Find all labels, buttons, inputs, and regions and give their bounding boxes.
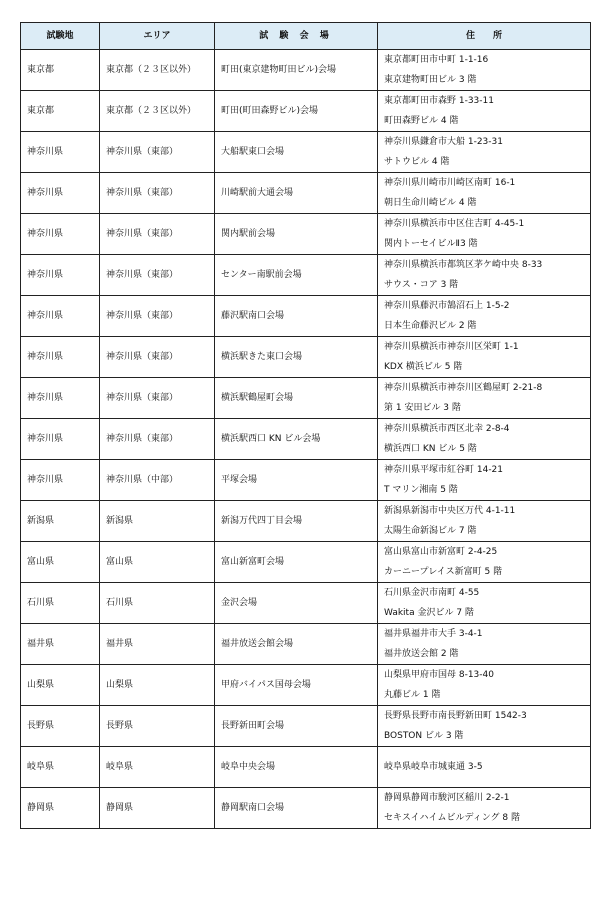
table-row — [21, 706, 591, 747]
address-line-1: 東京都町田市中町 1-1-16 — [384, 55, 489, 65]
address-line-1: 神奈川県横浜市都筑区茅ケ崎中央 8-33 — [384, 260, 543, 270]
cell-address — [378, 132, 591, 173]
cell-venue: 甲府バイパス国母会場 — [215, 665, 378, 706]
address-line-2: 朝日生命川崎ビル 4 階 — [384, 198, 477, 208]
venue-table — [20, 22, 591, 829]
cell-address — [378, 91, 591, 132]
address-line-1: 神奈川県横浜市中区住吉町 4-45-1 — [384, 219, 525, 229]
table-row — [21, 214, 591, 255]
cell-area: 神奈川県（東部） — [100, 378, 215, 419]
cell-address — [378, 50, 591, 91]
cell-address — [378, 296, 591, 337]
cell-area: 神奈川県（東部） — [100, 337, 215, 378]
cell-venue: 町田(町田森野ビル)会場 — [215, 91, 378, 132]
address-line-2: 日本生命藤沢ビル 2 階 — [384, 321, 477, 331]
cell-prefecture: 東京都 — [21, 50, 100, 91]
address-line-2: T マリン湘南 5 階 — [384, 485, 458, 495]
cell-prefecture: 岐阜県 — [21, 747, 100, 788]
cell-area: 東京都（２３区以外） — [100, 50, 215, 91]
table-body — [21, 50, 591, 829]
cell-address — [378, 747, 591, 788]
address-line-1: 神奈川県鎌倉市大船 1-23-31 — [384, 137, 503, 147]
cell-address — [378, 214, 591, 255]
header-venue: 試 験 会 場 — [215, 23, 378, 50]
cell-venue: 大船駅東口会場 — [215, 132, 378, 173]
cell-address — [378, 419, 591, 460]
cell-address — [378, 788, 591, 829]
cell-prefecture: 神奈川県 — [21, 173, 100, 214]
table-header — [21, 23, 591, 50]
cell-venue: 岐阜中央会場 — [215, 747, 378, 788]
cell-area: 福井県 — [100, 624, 215, 665]
table-row — [21, 747, 591, 788]
cell-area: 富山県 — [100, 542, 215, 583]
cell-prefecture: 神奈川県 — [21, 214, 100, 255]
cell-address — [378, 624, 591, 665]
cell-area: 石川県 — [100, 583, 215, 624]
cell-prefecture: 富山県 — [21, 542, 100, 583]
cell-prefecture: 山梨県 — [21, 665, 100, 706]
address-line-2: セキスイハイムビルディング 8 階 — [384, 813, 521, 823]
cell-address — [378, 337, 591, 378]
cell-venue: 横浜駅西口 KN ビル会場 — [215, 419, 378, 460]
table-row — [21, 50, 591, 91]
cell-area: 神奈川県（東部） — [100, 296, 215, 337]
address-line-1: 神奈川県川崎市川崎区南町 16-1 — [384, 178, 516, 188]
table-row — [21, 255, 591, 296]
address-line-2: 太陽生命新潟ビル 7 階 — [384, 526, 477, 536]
cell-prefecture: 石川県 — [21, 583, 100, 624]
address-line-2: 関内トーセイビルⅡ3 階 — [384, 239, 478, 249]
table-row — [21, 583, 591, 624]
cell-prefecture: 東京都 — [21, 91, 100, 132]
table-row — [21, 419, 591, 460]
header-area: エリア — [100, 23, 215, 50]
cell-prefecture: 神奈川県 — [21, 255, 100, 296]
address-line-2: サトウビル 4 階 — [384, 157, 450, 167]
cell-prefecture: 静岡県 — [21, 788, 100, 829]
address-line-2: 横浜西口 KN ビル 5 階 — [384, 444, 477, 454]
cell-prefecture: 神奈川県 — [21, 132, 100, 173]
table-row — [21, 501, 591, 542]
cell-venue: 新潟万代四丁目会場 — [215, 501, 378, 542]
address-line-2: 東京建物町田ビル 3 階 — [384, 75, 477, 85]
address-line-2: 福井放送会館 2 階 — [384, 649, 459, 659]
header-address: 住 所 — [378, 23, 591, 50]
address-line-1: 石川県金沢市南町 4-55 — [384, 588, 480, 598]
cell-address — [378, 583, 591, 624]
cell-prefecture: 長野県 — [21, 706, 100, 747]
cell-prefecture: 新潟県 — [21, 501, 100, 542]
cell-venue: 平塚会場 — [215, 460, 378, 501]
table-row — [21, 91, 591, 132]
cell-area: 神奈川県（東部） — [100, 419, 215, 460]
cell-venue: 藤沢駅南口会場 — [215, 296, 378, 337]
cell-area: 山梨県 — [100, 665, 215, 706]
address-line-1: 新潟県新潟市中央区万代 4-1-11 — [384, 506, 516, 516]
table-row — [21, 788, 591, 829]
cell-address — [378, 665, 591, 706]
address-line-2: KDX 横浜ビル 5 階 — [384, 362, 463, 372]
cell-area: 岐阜県 — [100, 747, 215, 788]
cell-prefecture: 神奈川県 — [21, 378, 100, 419]
address-line-1: 長野県長野市南長野新田町 1542-3 — [384, 711, 527, 721]
cell-prefecture: 神奈川県 — [21, 337, 100, 378]
cell-venue: センター南駅前会場 — [215, 255, 378, 296]
cell-prefecture: 福井県 — [21, 624, 100, 665]
cell-address — [378, 501, 591, 542]
cell-address — [378, 542, 591, 583]
cell-venue: 関内駅前会場 — [215, 214, 378, 255]
address-line-1: 神奈川県横浜市神奈川区栄町 1-1 — [384, 342, 519, 352]
table-row — [21, 624, 591, 665]
cell-address — [378, 255, 591, 296]
cell-venue: 福井放送会館会場 — [215, 624, 378, 665]
address-line-2: BOSTON ビル 3 階 — [384, 731, 464, 741]
address-line-1: 富山県富山市新富町 2-4-25 — [384, 547, 498, 557]
table-row — [21, 460, 591, 501]
cell-address — [378, 460, 591, 501]
table-row — [21, 296, 591, 337]
cell-venue: 横浜駅鶴屋町会場 — [215, 378, 378, 419]
cell-area: 神奈川県（東部） — [100, 255, 215, 296]
address-line-2: Wakita 金沢ビル 7 階 — [384, 608, 474, 618]
address-line-1: 神奈川県横浜市神奈川区鶴屋町 2-21-8 — [384, 383, 543, 393]
address-line-1: 東京都町田市森野 1-33-11 — [384, 96, 494, 106]
cell-prefecture: 神奈川県 — [21, 460, 100, 501]
cell-venue: 富山新富町会場 — [215, 542, 378, 583]
address-line-1: 岐阜県岐阜市城東通 3-5 — [384, 762, 483, 772]
cell-address — [378, 378, 591, 419]
table-row — [21, 173, 591, 214]
cell-area: 長野県 — [100, 706, 215, 747]
address-line-2: 丸藤ビル 1 階 — [384, 690, 441, 700]
cell-prefecture: 神奈川県 — [21, 419, 100, 460]
cell-area: 静岡県 — [100, 788, 215, 829]
address-line-1: 山梨県甲府市国母 8-13-40 — [384, 670, 494, 680]
address-line-1: 福井県福井市大手 3-4-1 — [384, 629, 483, 639]
header-prefecture: 試験地 — [21, 23, 100, 50]
cell-prefecture: 神奈川県 — [21, 296, 100, 337]
table-row — [21, 542, 591, 583]
cell-area: 新潟県 — [100, 501, 215, 542]
table-row — [21, 665, 591, 706]
address-line-2: 町田森野ビル 4 階 — [384, 116, 459, 126]
address-line-2: サウス・コア 3 階 — [384, 280, 459, 290]
cell-venue: 静岡駅南口会場 — [215, 788, 378, 829]
cell-address — [378, 706, 591, 747]
cell-venue: 川崎駅前大通会場 — [215, 173, 378, 214]
table-row — [21, 378, 591, 419]
cell-venue: 横浜駅きた東口会場 — [215, 337, 378, 378]
address-line-2: カーニープレイス新富町 5 階 — [384, 567, 503, 577]
address-line-1: 静岡県静岡市駿河区稲川 2-2-1 — [384, 793, 510, 803]
table-row — [21, 132, 591, 173]
cell-address — [378, 173, 591, 214]
address-line-2: 第 1 安田ビル 3 階 — [384, 403, 461, 413]
address-line-1: 神奈川県平塚市紅谷町 14-21 — [384, 465, 504, 475]
cell-area: 神奈川県（東部） — [100, 132, 215, 173]
address-line-1: 神奈川県藤沢市鵠沼石上 1-5-2 — [384, 301, 510, 311]
cell-area: 神奈川県（東部） — [100, 173, 215, 214]
cell-area: 神奈川県（中部） — [100, 460, 215, 501]
cell-area: 東京都（２３区以外） — [100, 91, 215, 132]
address-line-1: 神奈川県横浜市西区北幸 2-8-4 — [384, 424, 510, 434]
cell-venue: 金沢会場 — [215, 583, 378, 624]
cell-area: 神奈川県（東部） — [100, 214, 215, 255]
cell-venue: 町田(東京建物町田ビル)会場 — [215, 50, 378, 91]
cell-venue: 長野新田町会場 — [215, 706, 378, 747]
table-row — [21, 337, 591, 378]
